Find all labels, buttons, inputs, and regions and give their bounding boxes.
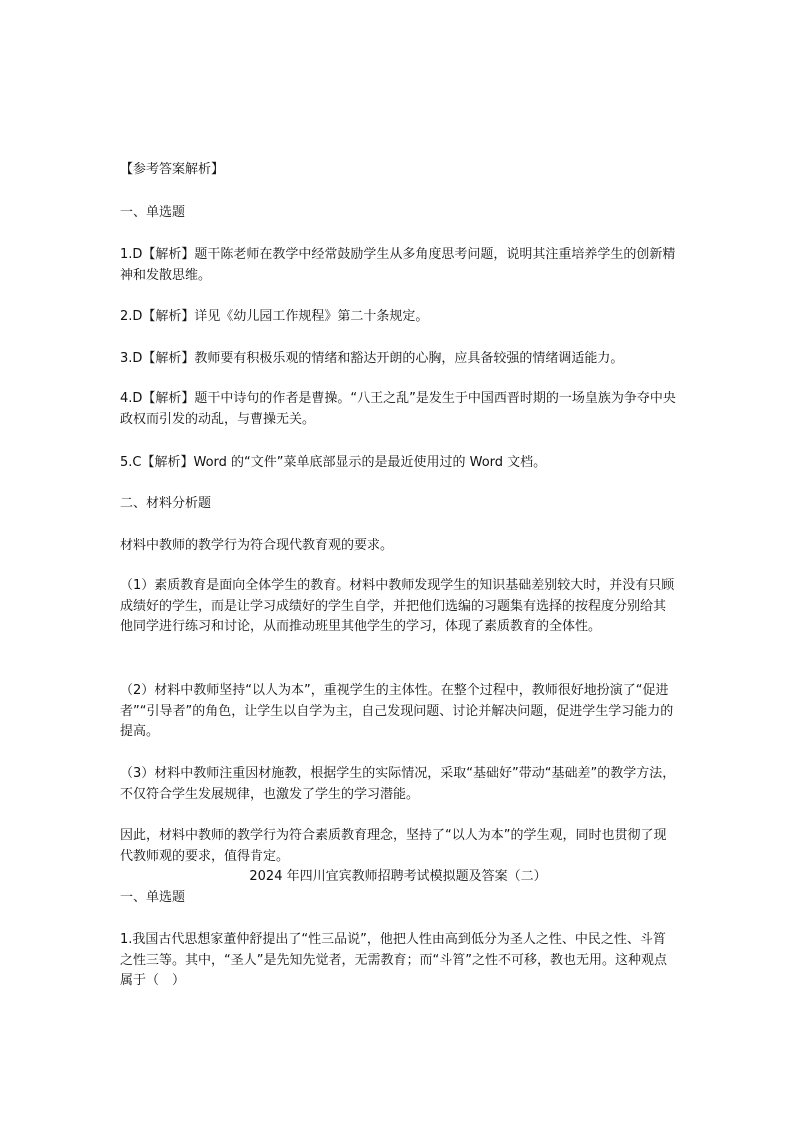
- conclusion-paragraph: 因此，材料中教师的教学行为符合素质教育理念，坚持了“以人为本”的学生观，同时也贯彻了现代教师观的要求，值得肯定。: [120, 828, 667, 864]
- exam-title: 2024 年四川宜宾教师招聘考试模拟题及答案（二）: [249, 869, 547, 884]
- answer-3: 3.D【解析】教师要有积极乐观的情绪和豁达开朗的心胸，应具备较强的情绪调适能力。: [120, 351, 624, 366]
- answer-analysis-heading: 【参考答案解析】: [120, 162, 225, 177]
- answer-5: 5.C【解析】Word 的“文件”菜单底部显示的是最近使用过的 Word 文档。: [120, 455, 547, 470]
- analysis-point-3: （3）材料中教师注重因材施教，根据学生的实际情况，采取“基础好”带动“基础差”的教学方法，不仅符合学生发展规律，也激发了学生的学习潜能。: [120, 766, 676, 802]
- section-material-analysis-heading: 二、材料分析题: [120, 496, 212, 511]
- next-section-heading: 一、单选题: [120, 890, 186, 905]
- material-intro: 材料中教师的教学行为符合现代教育观的要求。: [120, 538, 394, 553]
- analysis-point-2: （2）材料中教师坚持“以人为本”，重视学生的主体性。在整个过程中，教师很好地扮演了“促进者”“引导者”的角色，让学生以自学为主，自己发现问题、讨论并解决问题，促进学生学习能力的提高。: [120, 683, 674, 739]
- answer-4: 4.D【解析】题干中诗句的作者是曹操。“八王之乱”是发生于中国西晋时期的一场皇族为争夺中央政权而引发的动乱，与曹操无关。: [120, 391, 676, 427]
- answer-2: 2.D【解析】详见《幼儿园工作规程》第二十条规定。: [120, 309, 429, 324]
- question-1: 1.我国古代思想家董仲舒提出了“性三品说”，他把人性由高到低分为圣人之性、中民之性、斗筲之性三等。其中，“圣人”是先知先觉者，无需教育；而“斗筲”之性不可移，教也无用。这种观点属于（ ）: [120, 932, 667, 988]
- analysis-point-1: （1）素质教育是面向全体学生的教育。材料中教师发现学生的知识基础差别较大时，并没有只顾成绩好的学生，而是让学习成绩好的学生自学，并把他们选编的习题集有选择的按程度分别给其他同学进行练习和讨论，从而推动班里其他学生的学习，体现了素质教育的全体性。: [120, 578, 675, 634]
- answer-1: 1.D【解析】题干陈老师在教学中经常鼓励学生从多角度思考问题，说明其注重培养学生的创新精神和发散思维。: [120, 247, 676, 283]
- section-single-choice-heading: 一、单选题: [120, 205, 186, 220]
